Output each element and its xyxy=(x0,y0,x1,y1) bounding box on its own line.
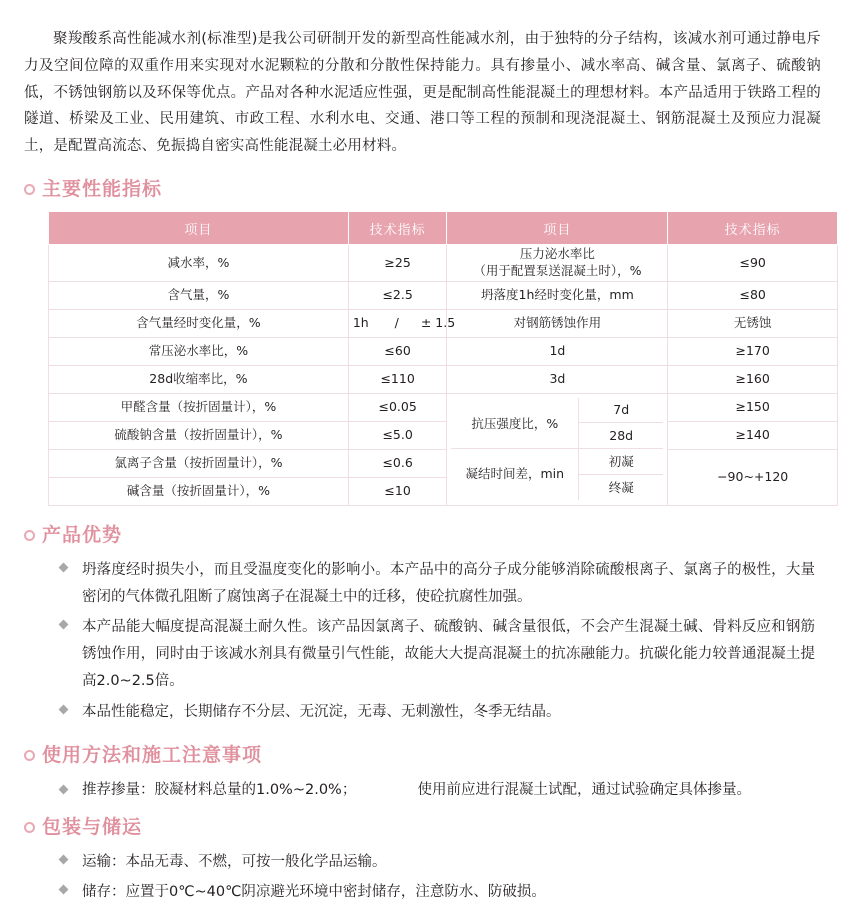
section-title-usage: 使用方法和施工注意事项 xyxy=(42,746,262,765)
section-header-usage xyxy=(24,746,825,765)
advantage-list xyxy=(22,557,825,726)
table-cell: 对钢筋锈蚀作用 xyxy=(447,309,668,337)
list-item xyxy=(82,879,815,906)
list-item xyxy=(82,849,815,876)
table-row xyxy=(49,245,838,282)
table-cell: 坍落度1h经时变化量，mm xyxy=(447,281,668,309)
table-cell: 含气量，% xyxy=(49,281,349,309)
table-cell: ≥170 xyxy=(668,337,838,365)
list-item xyxy=(82,699,815,726)
section-header-spec xyxy=(24,180,825,199)
section-title-advantage: 产品优势 xyxy=(42,526,122,545)
table-header-row xyxy=(49,212,838,245)
list-item xyxy=(82,614,815,694)
list-item-text: 储存：应置于0℃~40℃阴凉避光环境中密封储存，注意防水、防破损。 xyxy=(82,884,546,900)
table-header-cell: 技术指标 xyxy=(668,212,838,245)
table-cell-line1: 压力泌水率比 xyxy=(451,246,663,263)
table-cell-line2: （用于配置泵送混凝土时），% xyxy=(451,263,663,280)
circle-bullet-icon xyxy=(24,750,35,761)
usage-row xyxy=(22,777,825,804)
diamond-bullet-icon xyxy=(59,620,69,630)
setting-stage: 终凝 xyxy=(579,475,663,500)
table-row xyxy=(49,421,838,449)
spec-table xyxy=(48,211,838,506)
table-cell: ≥160 xyxy=(668,365,838,393)
table-cell: 28d收缩率比，% xyxy=(49,365,349,393)
packaging-list xyxy=(22,849,825,906)
list-item-text: 本产品能大幅度提高混凝土耐久性。该产品因氯离子、硫酸钠、碱含量很低，不会产生混凝土碱、骨料反应和钢筋锈蚀作用，同时由于该减水剂具有微量引气性能，故能大大提高混凝土的抗冻融能力。抗碳化能力较普通混凝土提高2.0~2.5倍。 xyxy=(82,619,815,689)
table-cell xyxy=(447,245,668,282)
strength-age: 28d xyxy=(579,423,663,449)
table-cell-sub-b: / xyxy=(395,315,399,330)
table-header-cell: 项目 xyxy=(49,212,349,245)
table-cell: 硫酸钠含量（按折固量计），% xyxy=(49,421,349,449)
table-cell: 减水率，% xyxy=(49,245,349,282)
table-cell: 氯离子含量（按折固量计），% xyxy=(49,449,349,477)
table-cell: ≥150 xyxy=(668,393,838,421)
table-row xyxy=(49,365,838,393)
diamond-bullet-icon xyxy=(59,854,69,864)
section-title-packaging: 包装与储运 xyxy=(42,818,142,837)
list-item-text: 运输：本品无毒、不燃，可按一般化学品运输。 xyxy=(82,854,387,870)
table-cell-sub-a: 1h xyxy=(353,315,369,330)
circle-bullet-icon xyxy=(24,184,35,195)
table-cell: ≤110 xyxy=(348,365,447,393)
table-cell: ≥140 xyxy=(668,421,838,449)
table-cell: 3d xyxy=(447,365,668,393)
table-cell: ≤80 xyxy=(668,281,838,309)
table-row xyxy=(49,449,838,477)
table-cell: 1d xyxy=(447,337,668,365)
table-row xyxy=(49,281,838,309)
diamond-bullet-icon xyxy=(59,784,69,794)
diamond-bullet-icon xyxy=(59,704,69,714)
table-cell: 常压泌水率比，% xyxy=(49,337,349,365)
table-cell: ≥25 xyxy=(348,245,447,282)
table-cell: ≤90 xyxy=(668,245,838,282)
table-cell: ≤0.6 xyxy=(348,449,447,477)
usage-dosage-text: 推荐掺量：胶凝材料总量的1.0%~2.0%； xyxy=(82,782,356,798)
circle-bullet-icon xyxy=(24,530,35,541)
table-cell-merged-strength xyxy=(447,393,668,505)
setting-stage: 初凝 xyxy=(579,449,663,475)
table-header-cell: 项目 xyxy=(447,212,668,245)
table-cell: ≤2.5 xyxy=(348,281,447,309)
list-item xyxy=(82,557,815,611)
table-cell: 甲醛含量（按折固量计），% xyxy=(49,393,349,421)
table-row xyxy=(49,337,838,365)
section-header-advantage xyxy=(24,526,825,545)
section-header-packaging xyxy=(24,818,825,837)
table-cell-sub-c: ± 1.5 xyxy=(421,315,455,330)
table-cell: 碱含量（按折固量计），% xyxy=(49,477,349,505)
table-row xyxy=(49,393,838,421)
setting-label: 凝结时间差，min xyxy=(451,449,578,499)
list-item-text: 本品性能稳定，长期储存不分层、无沉淀，无毒、无刺激性，冬季无结晶。 xyxy=(82,704,561,720)
section-title-spec: 主要性能指标 xyxy=(42,180,162,199)
table-cell: 含气量经时变化量，% xyxy=(49,309,349,337)
usage-note-text: 使用前应进行混凝土试配，通过试验确定具体掺量。 xyxy=(418,782,752,798)
strength-label xyxy=(451,398,578,500)
table-row xyxy=(49,309,838,337)
intro-paragraph: 聚羧酸系高性能减水剂(标准型)是我公司研制开发的新型高性能减水剂，由于独特的分子结构，该减水剂可通过静电斥力及空间位障的双重作用来实现对水泥颗粒的分散和分散性保持能力。具有掺量小、减水率高、碱含量、氯离子、硫酸钠低，不锈蚀钢筋以及环保等优点。产品对各种水泥适应性强，更是配制高性能混凝土的理想材料。本产品适用于铁路工程的隧道、桥梁及工业、民用建筑、市政工程、水利水电、交通、港口等工程的预制和现浇混凝土、钢筋混凝土及预应力混凝土，是配置高流态、免振捣自密实高性能混凝土必用材料。 xyxy=(22,26,825,160)
table-cell: ≤0.05 xyxy=(348,393,447,421)
table-cell: ≤10 xyxy=(348,477,447,505)
diamond-bullet-icon xyxy=(59,885,69,895)
circle-bullet-icon xyxy=(24,822,35,833)
strength-age: 7d xyxy=(579,398,663,423)
table-cell xyxy=(348,309,447,337)
table-header-cell: 技术指标 xyxy=(348,212,447,245)
table-cell: ≤5.0 xyxy=(348,421,447,449)
table-cell: ≤60 xyxy=(348,337,447,365)
table-cell: −90~+120 xyxy=(668,449,838,505)
list-item-text: 坍落度经时损失小，而且受温度变化的影响小。本产品中的高分子成分能够消除硫酸根离子、氯离子的极性，大量密闭的气体微孔阻断了腐蚀离子在混凝土中的迁移，使砼抗腐性加强。 xyxy=(82,562,815,605)
strength-label: 抗压强度比，% xyxy=(451,399,578,449)
table-cell: 无锈蚀 xyxy=(668,309,838,337)
diamond-bullet-icon xyxy=(59,562,69,572)
